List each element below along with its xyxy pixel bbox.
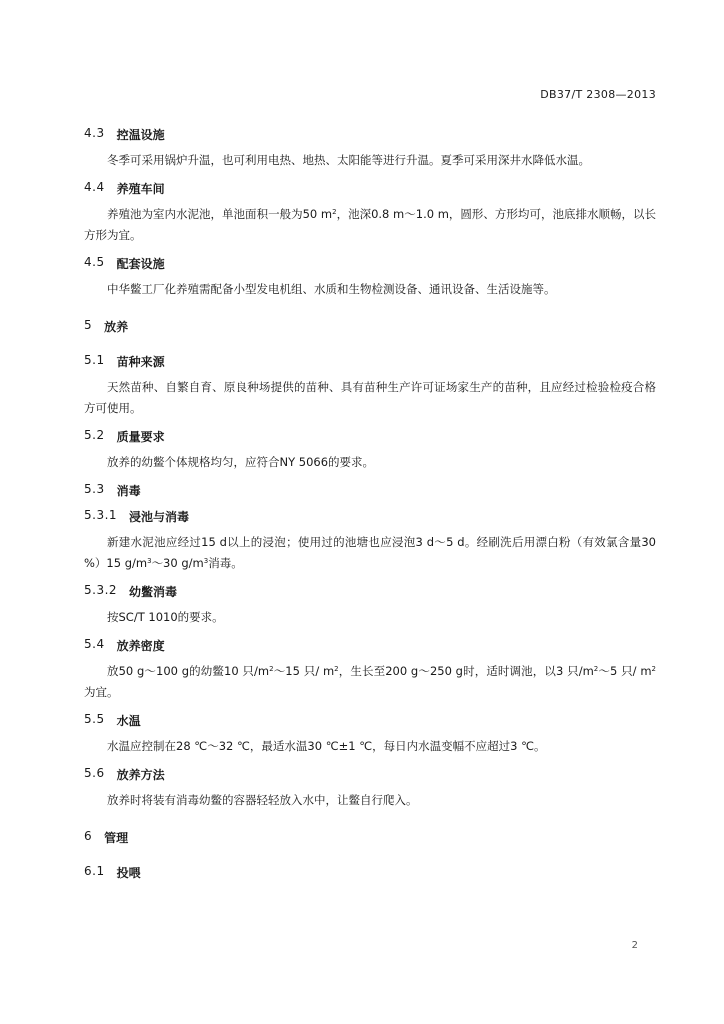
superscript: 2 xyxy=(269,665,274,673)
paragraph-4-4 xyxy=(84,204,656,246)
heading-5-3-2 xyxy=(84,583,656,600)
text-run: 养殖池为室内水泥池，单池面积一般为50 m xyxy=(107,207,333,221)
paragraph-5-6: 放养时将装有消毒幼鳖的容器轻轻放入水中，让鳖自行爬入。 xyxy=(107,793,418,807)
page-number: 2 xyxy=(631,940,638,951)
heading-number: 4.3 xyxy=(84,126,105,140)
text-run: ，生长至200 g～250 g时，适时调池，以3 只/m xyxy=(338,664,594,678)
heading-number: 4.4 xyxy=(84,180,105,194)
heading-6 xyxy=(84,829,656,846)
heading-number: 5.3 xyxy=(84,482,105,496)
heading-title: 水温 xyxy=(116,714,141,728)
text-run: ～30 g/m xyxy=(151,556,204,570)
heading-number: 5.3.1 xyxy=(84,508,118,522)
heading-title: 质量要求 xyxy=(116,430,165,444)
heading-title: 幼鳖消毒 xyxy=(129,585,178,599)
heading-5-2 xyxy=(84,428,656,445)
heading-number: 4.5 xyxy=(84,255,105,269)
text-run: 新建水泥池应经过15 d以上的浸泡；使用过的池塘也应浸泡3 d～5 d。经刷洗后用漂白粉（有效氯含量30 %）15 g/m xyxy=(84,535,656,570)
heading-number: 5 xyxy=(84,318,93,332)
paragraph-5-3-1 xyxy=(84,532,656,574)
paragraph-4-3: 冬季可采用锅炉升温，也可利用电热、地热、太阳能等进行升温。夏季可采用深井水降低水温。 xyxy=(107,153,590,167)
heading-4-4 xyxy=(84,180,656,197)
heading-title: 苗种来源 xyxy=(116,355,165,369)
heading-number: 5.4 xyxy=(84,637,105,651)
superscript: 3 xyxy=(203,557,209,565)
heading-number: 6 xyxy=(84,829,93,843)
heading-title: 消毒 xyxy=(116,484,141,498)
heading-number: 6.1 xyxy=(84,864,105,878)
paragraph-5-4 xyxy=(84,661,656,703)
heading-title: 养殖车间 xyxy=(116,182,165,196)
standard-code: DB37/T 2308—2013 xyxy=(540,88,656,101)
text-run: ，池深0.8 m～1.0 m，圆形、方形均可，池底排水顺畅，以长方形为宜。 xyxy=(84,207,656,242)
paragraph-5-2: 放养的幼鳖个体规格均匀，应符合NY 5066的要求。 xyxy=(107,455,375,469)
heading-number: 5.2 xyxy=(84,428,105,442)
heading-title: 放养密度 xyxy=(116,639,165,653)
superscript: 2 xyxy=(334,665,339,673)
heading-4-5 xyxy=(84,255,656,272)
heading-title: 控温设施 xyxy=(116,128,165,142)
heading-title: 投喂 xyxy=(116,866,141,880)
heading-title: 配套设施 xyxy=(116,257,165,271)
heading-title: 浸池与消毒 xyxy=(129,510,190,524)
text-run: 消毒。 xyxy=(208,556,243,570)
text-run: 放50 g～100 g的幼鳖10 只/m xyxy=(107,664,270,678)
paragraph-5-3-2: 按SC/T 1010的要求。 xyxy=(107,610,224,624)
document-body xyxy=(84,126,656,881)
paragraph-5-1: 天然苗种、自繁自育、原良种场提供的苗种、具有苗种生产许可证场家生产的苗种，且应经过检验检疫合格方可使用。 xyxy=(84,380,656,415)
heading-5 xyxy=(84,318,656,335)
heading-5-3-1 xyxy=(84,508,656,525)
heading-title: 放养 xyxy=(104,320,129,334)
heading-5-3 xyxy=(84,482,656,499)
heading-number: 5.5 xyxy=(84,712,105,726)
superscript: 2 xyxy=(332,208,337,216)
heading-5-5 xyxy=(84,712,656,729)
heading-4-3 xyxy=(84,126,656,143)
heading-5-6 xyxy=(84,766,656,783)
superscript: 3 xyxy=(147,557,152,565)
text-run: ～5 只/ m xyxy=(598,664,652,678)
superscript: 2 xyxy=(593,665,599,673)
text-run: ～15 只/ m xyxy=(273,664,335,678)
heading-number: 5.1 xyxy=(84,353,105,367)
heading-5-1 xyxy=(84,353,656,370)
heading-number: 5.6 xyxy=(84,766,105,780)
heading-6-1 xyxy=(84,864,656,881)
paragraph-4-5: 中华鳖工厂化养殖需配备小型发电机组、水质和生物检测设备、通讯设备、生活设施等。 xyxy=(107,282,556,296)
heading-number: 5.3.2 xyxy=(84,583,118,597)
heading-title: 放养方法 xyxy=(116,768,165,782)
superscript: 2 xyxy=(651,665,656,673)
heading-title: 管理 xyxy=(104,831,129,845)
heading-5-4 xyxy=(84,637,656,654)
paragraph-5-5: 水温应控制在28 ℃～32 ℃，最适水温30 ℃±1 ℃，每日内水温变幅不应超过3 ℃。 xyxy=(107,739,546,753)
text-run: 为宜。 xyxy=(84,685,119,699)
